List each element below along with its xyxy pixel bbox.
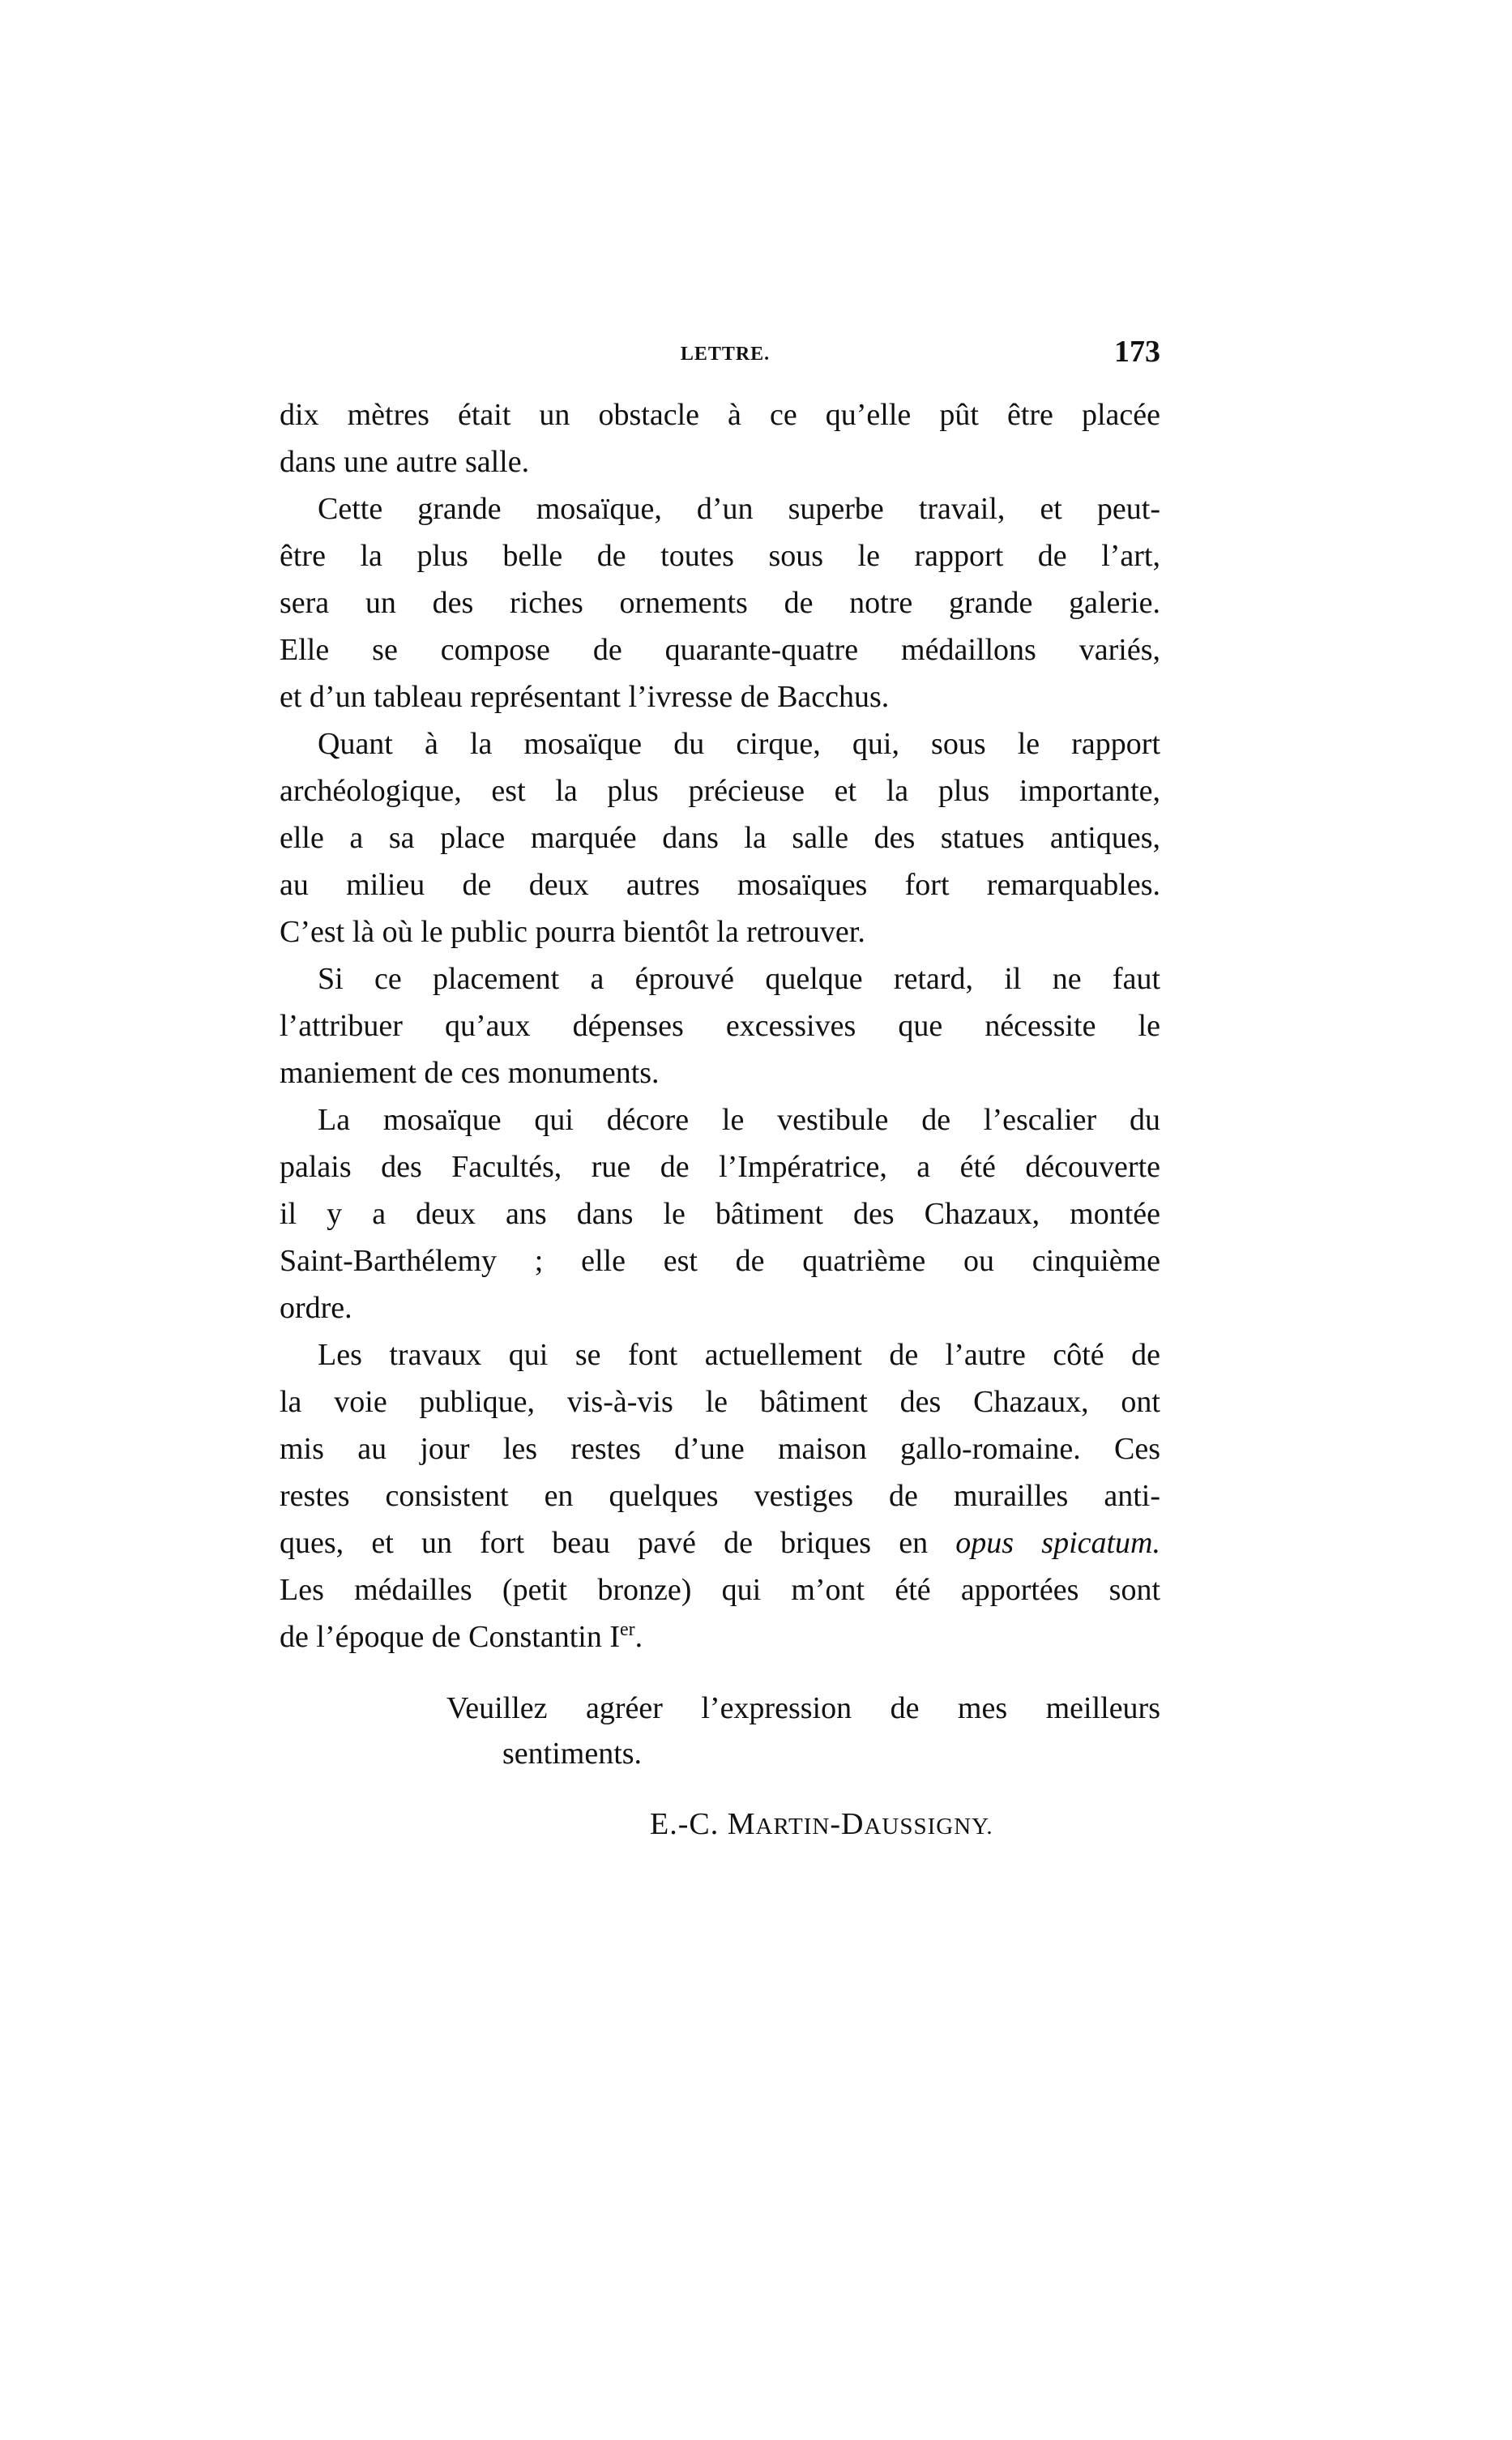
text-line — [280, 773, 1160, 809]
text-segment: dans une autre salle. — [280, 445, 530, 479]
text-segment: Saint-Barthélemy ; elle est de quatrième ou cinquième — [280, 1244, 1160, 1278]
text-line — [280, 914, 1160, 950]
text-line — [280, 1572, 1160, 1608]
running-head: LETTRE. — [680, 344, 771, 365]
text-line — [318, 726, 1160, 762]
text-line — [280, 1619, 1160, 1655]
closing-formula-line-2: sentiments. — [502, 1737, 643, 1771]
text-line — [280, 820, 1160, 856]
superscript-text: er — [620, 1619, 635, 1640]
text-segment: Les travaux qui se font actuellement de l’autre côté de — [318, 1338, 1160, 1372]
closing-formula-line-1: Veuillez agréer l’expression de mes meilleurs — [446, 1691, 1160, 1725]
text-segment: au milieu de deux autres mosaïques fort remarquables. — [280, 868, 1160, 902]
text-line — [318, 961, 1160, 997]
text-segment: Elle se compose de quarante-quatre médaillons variés, — [280, 633, 1160, 667]
signature-cap: M — [727, 1807, 756, 1841]
text-line — [280, 1055, 1160, 1091]
text-segment: Les médailles (petit bronze) qui m’ont été apportées sont — [280, 1573, 1160, 1607]
text-segment: archéologique, est la plus précieuse et la plus importante, — [280, 774, 1160, 808]
text-segment: l’attribuer qu’aux dépenses excessives que nécessite le — [280, 1009, 1160, 1043]
text-line — [280, 1149, 1160, 1185]
text-segment: mis au jour les restes d’une maison gallo-romaine. Ces — [280, 1432, 1160, 1466]
text-segment: restes consistent en quelques vestiges de murailles anti- — [280, 1479, 1160, 1513]
text-segment: Cette grande mosaïque, d’un superbe travail, et peut- — [318, 492, 1160, 526]
text-segment: dix mètres était un obstacle à ce qu’elle pût être placée — [280, 398, 1160, 432]
text-line — [318, 1337, 1160, 1373]
text-line — [280, 1478, 1160, 1514]
text-line — [280, 1243, 1160, 1279]
text-line — [318, 1102, 1160, 1138]
text-line — [280, 1008, 1160, 1044]
text-segment: et d’un tableau représentant l’ivresse de Bacchus. — [280, 680, 890, 714]
text-segment: palais des Facultés, rue de l’Impératrice, a été découverte — [280, 1150, 1160, 1184]
text-line — [280, 444, 1160, 480]
text-segment: Quant à la mosaïque du cirque, qui, sous le rapport — [318, 727, 1160, 761]
text-segment: la voie publique, vis-à-vis le bâtiment des Chazaux, ont — [280, 1385, 1160, 1419]
text-segment: . — [634, 1620, 643, 1654]
text-line — [280, 1525, 1160, 1561]
text-line — [280, 397, 1160, 433]
text-segment: sera un des riches ornements de notre grande galerie. — [280, 586, 1160, 620]
text-line — [280, 585, 1160, 621]
text-line — [280, 867, 1160, 903]
text-segment: Si ce placement a éprouvé quelque retard, il ne faut — [318, 962, 1160, 996]
text-segment: de l’époque de Constantin I — [280, 1620, 621, 1654]
text-line — [280, 1290, 1160, 1326]
page-number: 173 — [1114, 335, 1160, 369]
text-segment: La mosaïque qui décore le vestibule de l’escalier du — [318, 1103, 1160, 1137]
signature-smallcaps: ARTIN — [755, 1814, 831, 1840]
signature-hyphen: - — [830, 1807, 842, 1841]
italic-text: opus spicatum. — [955, 1526, 1160, 1560]
text-line — [280, 679, 1160, 715]
signature-smallcaps: AUSSIGNY. — [864, 1814, 993, 1840]
text-segment: maniement de ces monuments. — [280, 1056, 660, 1090]
text-segment: C’est là où le public pourra bientôt la retrouver. — [280, 915, 865, 949]
text-segment: il y a deux ans dans le bâtiment des Chazaux, montée — [280, 1197, 1160, 1231]
text-line — [280, 1431, 1160, 1467]
text-segment: elle a sa place marquée dans la salle des statues antiques, — [280, 821, 1160, 855]
text-line — [280, 538, 1160, 574]
text-segment: être la plus belle de toutes sous le rapport de l’art, — [280, 539, 1160, 573]
signature-cap: D — [841, 1807, 865, 1841]
signature-initials: E.-C. — [650, 1807, 728, 1841]
text-segment: ques, et un fort beau pavé de briques en — [280, 1526, 956, 1560]
text-line — [280, 1196, 1160, 1232]
text-line — [318, 491, 1160, 527]
text-line — [280, 632, 1160, 668]
text-segment: ordre. — [280, 1291, 352, 1325]
text-line — [280, 1384, 1160, 1420]
signature — [650, 1806, 993, 1844]
